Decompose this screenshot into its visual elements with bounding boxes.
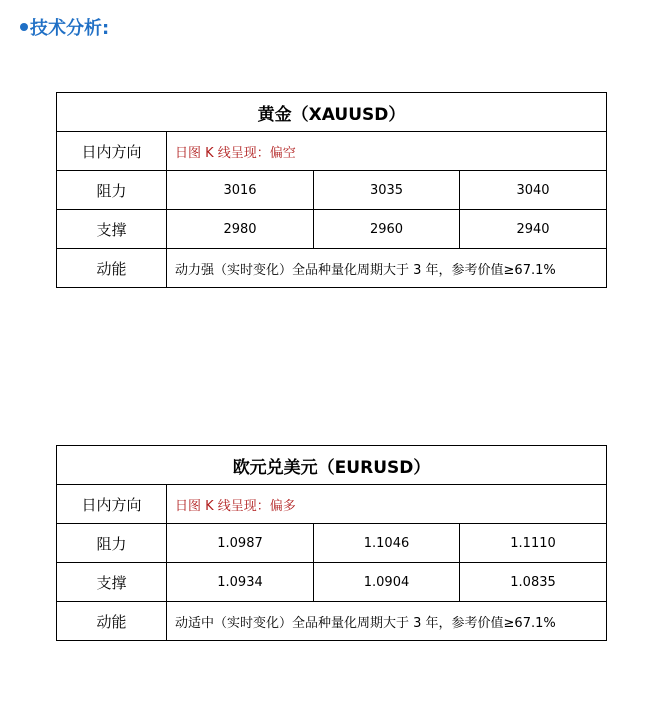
direction-value: 日图 K 线呈现：偏空 xyxy=(167,132,607,171)
support-label: 支撑 xyxy=(57,210,167,249)
momentum-value: 动力强（实时变化）全品种量化周期大于 3 年，参考价值≥67.1% xyxy=(167,249,607,288)
section-heading xyxy=(20,14,109,40)
resistance-value: 3016 xyxy=(167,171,314,210)
table-title: 欧元兑美元（EURUSD） xyxy=(57,446,607,485)
resistance-value: 1.1110 xyxy=(460,524,607,563)
momentum-label: 动能 xyxy=(57,602,167,641)
resistance-value: 1.0987 xyxy=(167,524,314,563)
resistance-value: 1.1046 xyxy=(314,524,460,563)
support-value: 1.0904 xyxy=(314,563,460,602)
support-label: 支撑 xyxy=(57,563,167,602)
resistance-label: 阻力 xyxy=(57,171,167,210)
direction-label: 日内方向 xyxy=(57,485,167,524)
support-value: 1.0835 xyxy=(460,563,607,602)
bullet-icon xyxy=(20,23,28,31)
momentum-label: 动能 xyxy=(57,249,167,288)
support-value: 1.0934 xyxy=(167,563,314,602)
eurusd-analysis-table xyxy=(56,445,607,641)
resistance-value: 3040 xyxy=(460,171,607,210)
gold-analysis-table xyxy=(56,92,607,288)
support-value: 2960 xyxy=(314,210,460,249)
direction-value: 日图 K 线呈现：偏多 xyxy=(167,485,607,524)
section-heading-text: 技术分析: xyxy=(30,18,110,39)
resistance-label: 阻力 xyxy=(57,524,167,563)
resistance-value: 3035 xyxy=(314,171,460,210)
support-value: 2940 xyxy=(460,210,607,249)
support-value: 2980 xyxy=(167,210,314,249)
table-title: 黄金（XAUUSD） xyxy=(57,93,607,132)
direction-label: 日内方向 xyxy=(57,132,167,171)
momentum-value: 动适中（实时变化）全品种量化周期大于 3 年，参考价值≥67.1% xyxy=(167,602,607,641)
